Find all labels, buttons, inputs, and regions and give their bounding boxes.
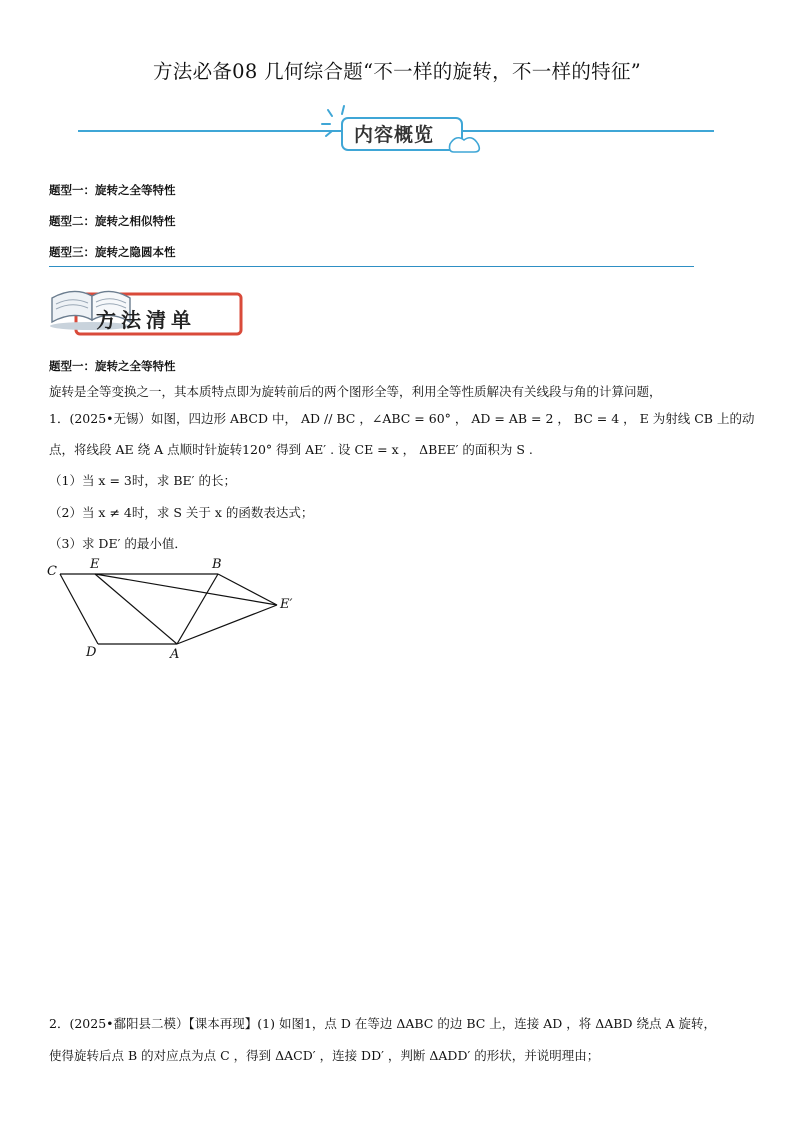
segment-CD xyxy=(60,574,98,644)
overview-label: 内容概览 xyxy=(354,124,435,146)
q2-line2: 使得旋转后点 B 的对应点为点 C ，得到 ΔACD′ ，连接 DD′ ，判断 ΔADD′ 的形状，并说明理由； xyxy=(49,1048,600,1063)
label-C: C xyxy=(47,564,57,579)
document-title: 方法必备08 几何综合题“不一样的旋转，不一样的特征” xyxy=(152,60,642,83)
method-label: 方法清单 xyxy=(96,308,196,332)
segment-EEp xyxy=(95,574,277,605)
type-item-2: 题型二：旋转之相似特性 xyxy=(49,214,176,228)
q1-part3: （3）求 DE′ 的最小值． xyxy=(49,536,187,551)
section1-intro: 旋转是全等变换之一，其本质特点即为旋转前后的两个图形全等，利用全等性质解决有关线段与角的计算问题， xyxy=(49,384,662,399)
label-Ep: E′ xyxy=(280,597,293,612)
section-divider xyxy=(49,266,694,267)
q1-line1: 1．(2025•无锡）如图，四边形 ABCD 中， AD // BC ，∠ABC = 60° ， AD = AB = 2 ， BC = 4 ， E 为射线 CB 上的动 xyxy=(49,411,755,426)
q1-part2: （2）当 x ≠ 4时，求 S 关于 x 的函数表达式； xyxy=(49,505,314,520)
type-item-1: 题型一：旋转之全等特性 xyxy=(49,183,176,197)
label-A: A xyxy=(170,647,180,662)
label-E: E xyxy=(90,557,100,572)
label-D: D xyxy=(86,645,97,660)
segment-EA xyxy=(95,574,177,644)
segment-AB xyxy=(177,574,218,644)
q2-line1: 2．(2025•鄱阳县二模）【课本再现】(1) 如图1，点 D 在等边 ΔABC 的边 BC 上，连接 AD ，将 ΔABD 绕点 A 旋转， xyxy=(49,1016,716,1031)
label-B: B xyxy=(212,557,222,572)
geometry-figure xyxy=(40,556,310,666)
q1-line2: 点，将线段 AE 绕 A 点顺时针旋转120° 得到 AE′ . 设 CE = x ， ΔBEE′ 的面积为 S . xyxy=(49,442,533,457)
segment-AEp xyxy=(177,605,277,644)
type-item-3: 题型三：旋转之隐圆本性 xyxy=(49,245,176,259)
q1-part1: （1）当 x = 3时，求 BE′ 的长； xyxy=(49,473,236,488)
section1-heading: 题型一：旋转之全等特性 xyxy=(49,359,176,373)
